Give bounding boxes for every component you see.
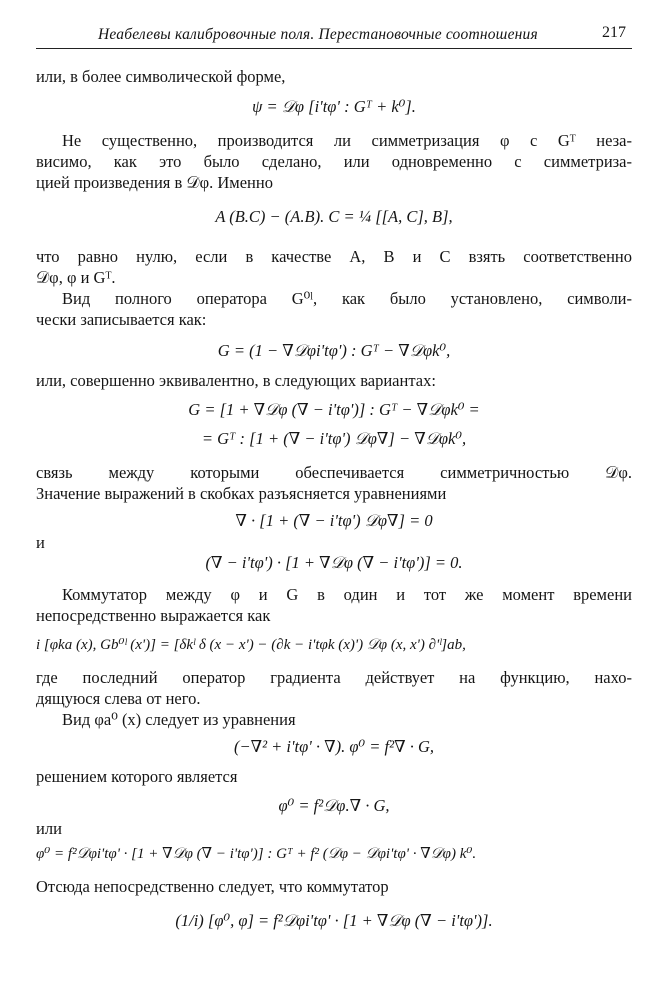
formula-psi: ψ = 𝒟φ [iʹtφʹ : Gᵀ + k⁰]. (252, 97, 416, 116)
text-line: чески записывается как: (36, 310, 207, 329)
running-title: Неабелевы калибровочные поля. Перестановочные соотношения (98, 26, 538, 43)
formula-g-variant-1: G = [1 + ∇𝒟φ (∇ − iʹtφʹ)] : Gᵀ − ∇𝒟φk⁰ = (188, 400, 480, 419)
text-line: Отсюда непосредственно следует, что коммутатор (36, 877, 389, 896)
formula-commutator-identity: A (B.C) − (A.B). C = ¼ [[A, C], B], (215, 207, 453, 226)
text-line: Коммутатор между φ и G в один и тот же момент времени (62, 585, 632, 604)
formula-phi0-solution: φ⁰ = f²𝒟φ.∇ · G, (278, 796, 390, 815)
page-number: 217 (602, 24, 626, 41)
formula-commutator: i [φka (x), Gb⁰ˡ (xʹ)] = [δkˡ δ (x − xʹ) − (∂k − iʹtφk (x)ʹ) 𝒟φ (x, xʹ) ∂ʹˡ]ab, (36, 637, 466, 653)
text-line: цией произведения в 𝒟φ. Именно (36, 173, 273, 192)
formula-final-commutator: (1/i) [φ⁰, φ] = f²𝒟φiʹtφʹ · [1 + ∇𝒟φ (∇ − iʹtφʹ)]. (175, 911, 493, 930)
text-line: Значение выражений в скобках разъясняется уравнениями (36, 484, 447, 503)
text-line: что равно нулю, если в качестве A, B и C взять соответственно (36, 247, 632, 266)
text-line: решением которого является (36, 767, 238, 786)
text-line: или (36, 819, 62, 838)
text-line: Вид полного оператора G⁰ˡ, как было установлено, символи- (62, 289, 632, 308)
text-line: или, совершенно эквивалентно, в следующих вариантах: (36, 371, 436, 390)
text-line: Не существенно, производится ли симметризация φ с Gᵀ неза- (62, 131, 632, 150)
text-line: висимо, как это было сделано, или одновременно с симметриза- (36, 152, 632, 171)
text-line: Вид φa⁰ (x) следует из уравнения (62, 710, 296, 729)
formula-bracket-equation-2: (∇ − iʹtφʹ) · [1 + ∇𝒟φ (∇ − iʹtφʹ)] = 0. (205, 553, 463, 572)
formula-phi0-expanded: φ⁰ = f²𝒟φiʹtφʹ · [1 + ∇𝒟φ (∇ − iʹtφʹ)] : Gᵀ + f² (𝒟φ − 𝒟φiʹtφʹ · ∇𝒟φ) k⁰. (36, 846, 477, 862)
text-line: непосредственно выражается как (36, 606, 271, 625)
text-line: 𝒟φ, φ и Gᵀ. (36, 268, 116, 287)
formula-g-variant-2: = Gᵀ : [1 + (∇ − iʹtφʹ) 𝒟φ∇] − ∇𝒟φk⁰, (201, 429, 467, 448)
text-line: или, в более символической форме, (36, 67, 286, 86)
formula-operator-g: G = (1 − ∇𝒟φiʹtφʹ) : Gᵀ − ∇𝒟φk⁰, (217, 341, 451, 360)
text-line: дящуюся слева от него. (36, 689, 201, 708)
formula-phi0-equation: (−∇² + iʹtφʹ · ∇). φ⁰ = f²∇ · G, (233, 737, 435, 756)
text-line: связь между которыми обеспечивается симметричностью 𝒟φ. (36, 463, 632, 482)
text-line: и (36, 533, 45, 552)
page-header (36, 22, 632, 49)
text-line: где последний оператор градиента действует на функцию, нахо- (36, 668, 632, 687)
formula-bracket-equation-1: ∇ · [1 + (∇ − iʹtφʹ) 𝒟φ∇] = 0 (235, 511, 433, 530)
